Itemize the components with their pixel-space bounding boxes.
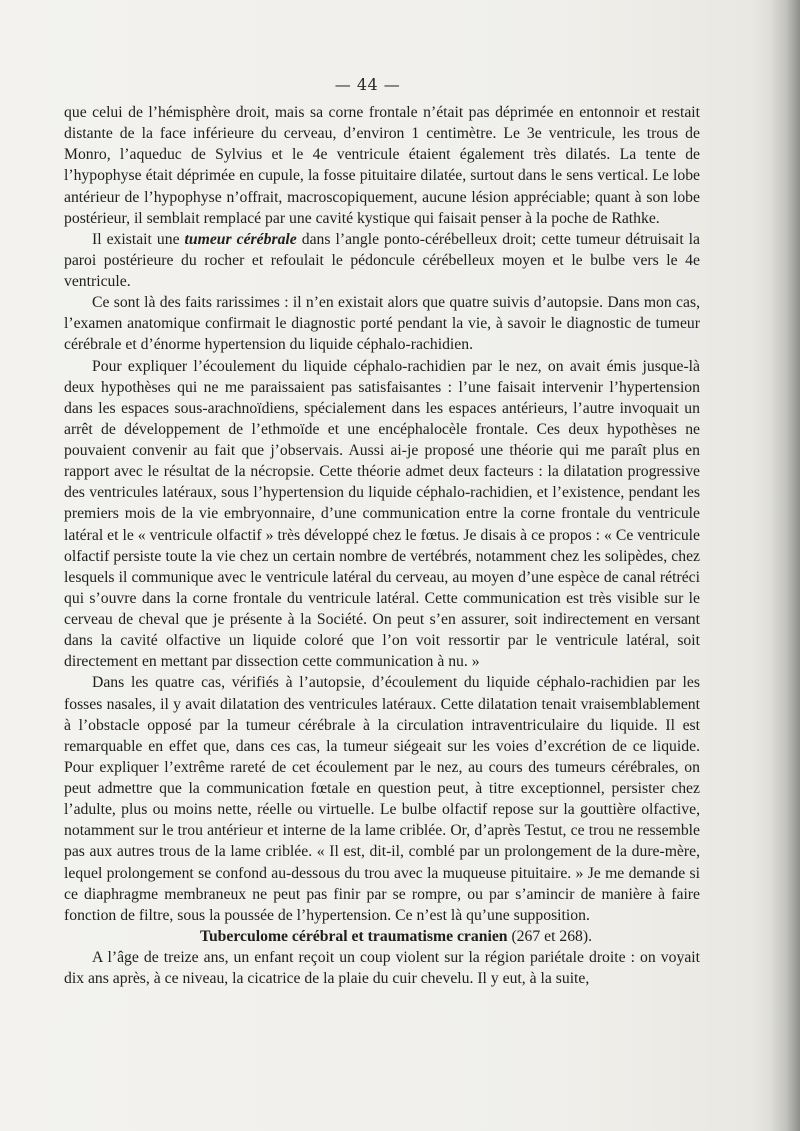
- paragraph-1: que celui de l’hémisphère droit, mais sa corne frontale n’était pas déprimée en entonnoir et restait distante de la face inférieure du cerveau, d’environ 1 centimètre. Le 3e ventricule, les trous de Monro, l’aqueduc de Sylvius et le 4e ventricule étaient également très dilatés. La tente de l’hypophyse était déprimée en cupule, la fosse pituitaire dilatée, surtout dans le sens vertical. Le lobe antérieur de l’hypophyse n’offrait, macroscopiquement, aucune lésion appréciable; quant à son lobe postérieur, il semblait remplacé par une cavité kystique qui faisait penser à la poche de Rathke.: [64, 104, 700, 227]
- paragraph-2: [64, 229, 700, 292]
- page-edge-shadow: [770, 0, 800, 1131]
- paragraph-3: Ce sont là des faits rarissimes : il n’en existait alors que quatre suivis d’autopsie. Dans mon cas, l’examen anatomique confirmait le diagnostic porté pendant la vie, à savoir le diagnostic de tumeur cérébrale et d’énorme hypertension du liquide céphalo-rachidien.: [64, 294, 700, 354]
- paragraph-4: Pour expliquer l’écoulement du liquide céphalo-rachidien par le nez, on avait émis jusque-là deux hypothèses qui ne me paraissaient pas satisfaisantes : l’une faisait intervenir l’hypertension dans les espaces sous-arachnoïdiens, spécialement dans les espaces antérieurs, l’autre invoquait un arrêt de développement de l’ethmoïde et une encéphalocèle frontale. Ces deux hypothèses ne pouvaient convenir au fait que j’observais. Aussi ai-je proposé une théorie qui me paraît plus en rapport avec le résultat de la nécropsie. Cette théorie admet deux facteurs : la dilatation progressive des ventricules latéraux, sous l’hypertension du liquide céphalo-rachidien, et l’existence, pendant les premiers mois de la vie embryonnaire, d’une communication entre la corne frontale du ventricule latéral et le « ventricule olfactif » très développé chez le fœtus. Je disais à ce propos : « Ce ventricule olfactif persiste toute la vie chez un certain nombre de vertébrés, notamment chez les solipèdes, chez lesquels il communique avec le ventricule latéral du cerveau, au moyen d’une espèce de canal rétréci qui s’ouvre dans la corne frontale du ventricule latéral. Cette communication est très visible sur le cerveau de cheval que je présente à la Société. On peut s’en assurer, soit indirectement en versant dans la cavité olfactive un liquide coloré que l’on voit ressortir par le ventricule latéral, soit directement en mettant par dissection cette communication à nu. »: [64, 357, 700, 671]
- paragraph-2-end: dans l’angle ponto-cérébelleux droit; cette tumeur détruisait la paroi postérieure du rocher et refoulait le pédoncule cérébelleux moyen et le bulbe vers le 4e ventricule.: [64, 230, 701, 290]
- section-heading-refs: (267 et 268).: [511, 927, 593, 945]
- section-heading-title: Tuberculome cérébral et traumatisme cranien: [199, 927, 508, 945]
- body-text: [64, 102, 700, 989]
- paragraph-5: Dans les quatre cas, vérifiés à l’autopsie, d’écoulement du liquide céphalo-rachidien par les fosses nasales, il y avait dilatation des ventricules latéraux. Cette dilatation tenait vraisemblablement à l’obstacle opposé par la tumeur cérébrale à la circulation intraventriculaire du liquide. Il est remarquable en effet que, dans ces cas, la tumeur siégeait sur les voies d’excrétion de ce liquide. Pour expliquer l’extrême rareté de cet écoulement par le nez, au cours des tumeurs cérébrales, on peut admettre que la communication fœtale en question peut, à titre exceptionnel, persister chez l’adulte, plus ou moins nette, réelle ou virtuelle. Le bulbe olfactif repose sur la gouttière olfactive, notamment sur le trou antérieur et interne de la lame criblée. Or, d’après Testut, ce trou ne ressemble pas aux autres trous de la lame criblée. « Il est, dit-il, comblé par un prolongement de la dure-mère, lequel prolongement se confond au-dessous du trou avec la muqueuse pituitaire. » Je me demande si ce diaphragme membraneux ne peut pas finir par se rompre, ou par s’amincir de manière à faire fonction de filtre, sous la poussée de l’hypertension. Ce n’est là qu’une supposition.: [64, 674, 700, 924]
- page-number: — 44 —: [334, 75, 401, 94]
- section-heading: [64, 926, 700, 947]
- emphasis-tumeur-cerebrale: tumeur cérébrale: [184, 230, 297, 248]
- paragraph-2-start: Il existait une: [92, 230, 185, 248]
- paragraph-6: A l’âge de treize ans, un enfant reçoit un coup violent sur la région pariétale droite : on voyait dix ans après, à ce niveau, la cicatrice de la plaie du cuir chevelu. Il y eut, à la suite,: [64, 949, 700, 988]
